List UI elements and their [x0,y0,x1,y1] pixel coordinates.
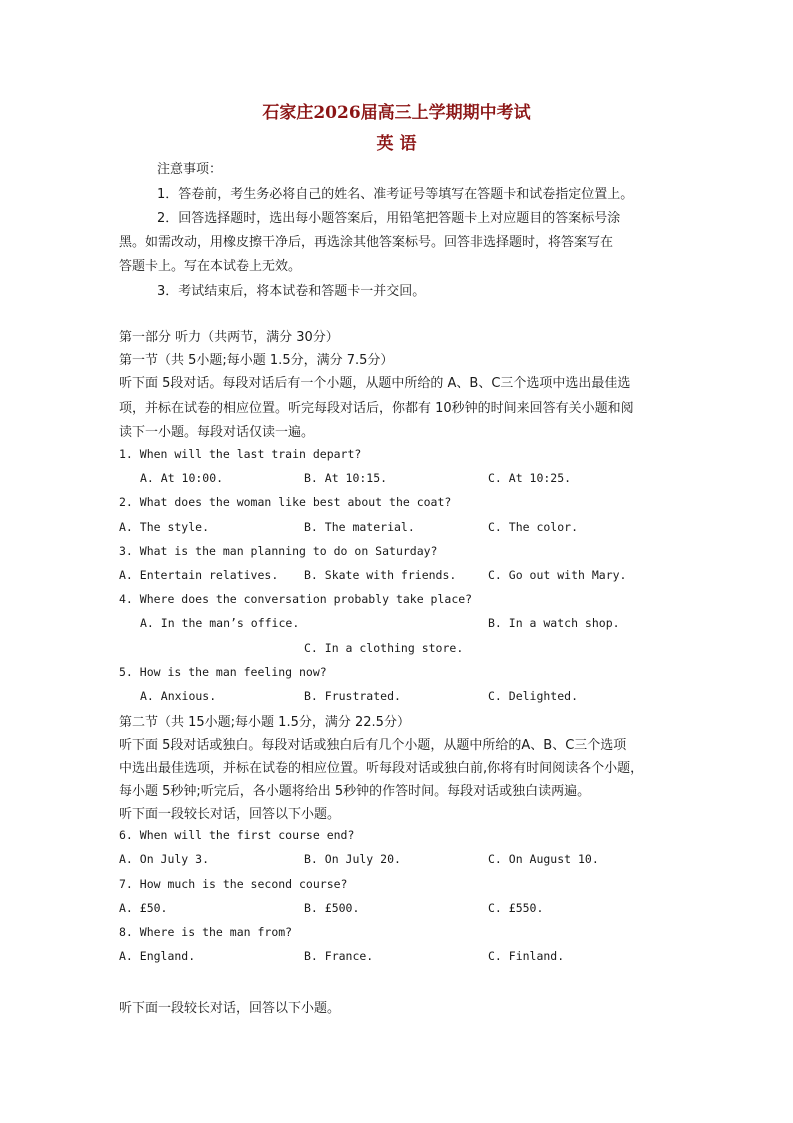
option-b: B. France. [304,949,374,963]
question-stem: 2. What does the woman like best about the coat? [119,495,452,509]
option-b: B. Frustrated. [304,689,401,703]
section1-heading: 第一节（共 5小题;每小题 1.5分，满分 7.5分） [119,353,394,368]
note-item-1: 1．答卷前，考生务必将自己的姓名、准考证号等填写在答题卡和试卷指定位置上。 [157,187,634,202]
question-stem: 3. What is the man planning to do on Saturday? [119,544,438,558]
option-a: A. At 10:00. [140,471,224,485]
question-stem: 4. Where does the conversation probably take place? [119,592,473,606]
section2-instruction-line-3: 每小题 5秒钟;听完后，各小题将给出 5秒钟的作答时间。每段对话或独白读两遍。 [119,784,591,799]
part1-heading: 第一部分 听力（共两节，满分 30分） [119,330,339,345]
notes-heading: 注意事项： [157,162,223,177]
group-intro: 听下面一段较长对话，回答以下小题。 [119,807,341,822]
note-item-2-line-3: 答题卡上。写在本试卷上无效。 [119,259,302,274]
group-intro: 听下面一段较长对话，回答以下小题。 [119,1001,341,1016]
option-b: B. Skate with friends. [304,568,457,582]
option-c: C. The color. [488,520,579,534]
option-b: B. At 10:15. [304,471,388,485]
section1-instruction-line-1: 听下面 5段对话。每段对话后有一个小题，从题中所给的 A、B、C三个选项中选出最佳选 [119,376,631,391]
option-b: B. On July 20. [304,852,401,866]
question-stem: 1. When will the last train depart? [119,447,362,461]
question-stem: 6. When will the first course end? [119,828,355,842]
option-a: A. Entertain relatives. [119,568,279,582]
option-c: C. Go out with Mary. [488,568,627,582]
option-c: C. Delighted. [488,689,579,703]
section2-instruction-line-1: 听下面 5段对话或独白。每段对话或独白后有几个小题，从题中所给的A、B、C三个选项 [119,738,627,753]
option-a: A. The style. [119,520,210,534]
question-stem: 8. Where is the man from? [119,925,293,939]
option-c: C. £550. [488,901,544,915]
question-stem: 7. How much is the second course? [119,877,348,891]
option-a: A. In the man’s office. [140,616,300,630]
option-b: B. £500. [304,901,360,915]
option-a: A. £50. [119,901,168,915]
subject-title: 英 语 [376,134,417,154]
option-c: C. On August 10. [488,852,599,866]
section1-instruction-line-3: 读下一小题。每段对话仅读一遍。 [119,425,315,440]
option-c: C. In a clothing store. [304,641,464,655]
option-a: A. Anxious. [140,689,217,703]
exam-title: 石家庄2026届高三上学期期中考试 [262,103,531,123]
note-item-2-line-1: 2．回答选择题时，选出每小题答案后，用铅笔把答题卡上对应题目的答案标号涂 [157,211,621,226]
option-b: B. In a watch shop. [488,616,620,630]
option-c: C. Finland. [488,949,565,963]
note-item-3: 3．考试结束后，将本试卷和答题卡一并交回。 [157,284,426,299]
question-stem: 5. How is the man feeling now? [119,665,327,679]
option-c: C. At 10:25. [488,471,572,485]
option-b: B. The material. [304,520,415,534]
note-item-2-line-2: 黑。如需改动，用橡皮擦干净后，再选涂其他答案标号。回答非选择题时，将答案写在 [119,235,614,250]
section2-instruction-line-2: 中选出最佳选项，并标在试卷的相应位置。听每段对话或独白前,你将有时间阅读各个小题， [119,761,644,776]
option-a: A. England. [119,949,196,963]
section1-instruction-line-2: 项，并标在试卷的相应位置。听完每段对话后，你都有 10秒钟的时间来回答有关小题和阅 [119,401,634,416]
option-a: A. On July 3. [119,852,210,866]
section2-heading: 第二节（共 15小题;每小题 1.5分，满分 22.5分） [119,715,410,730]
